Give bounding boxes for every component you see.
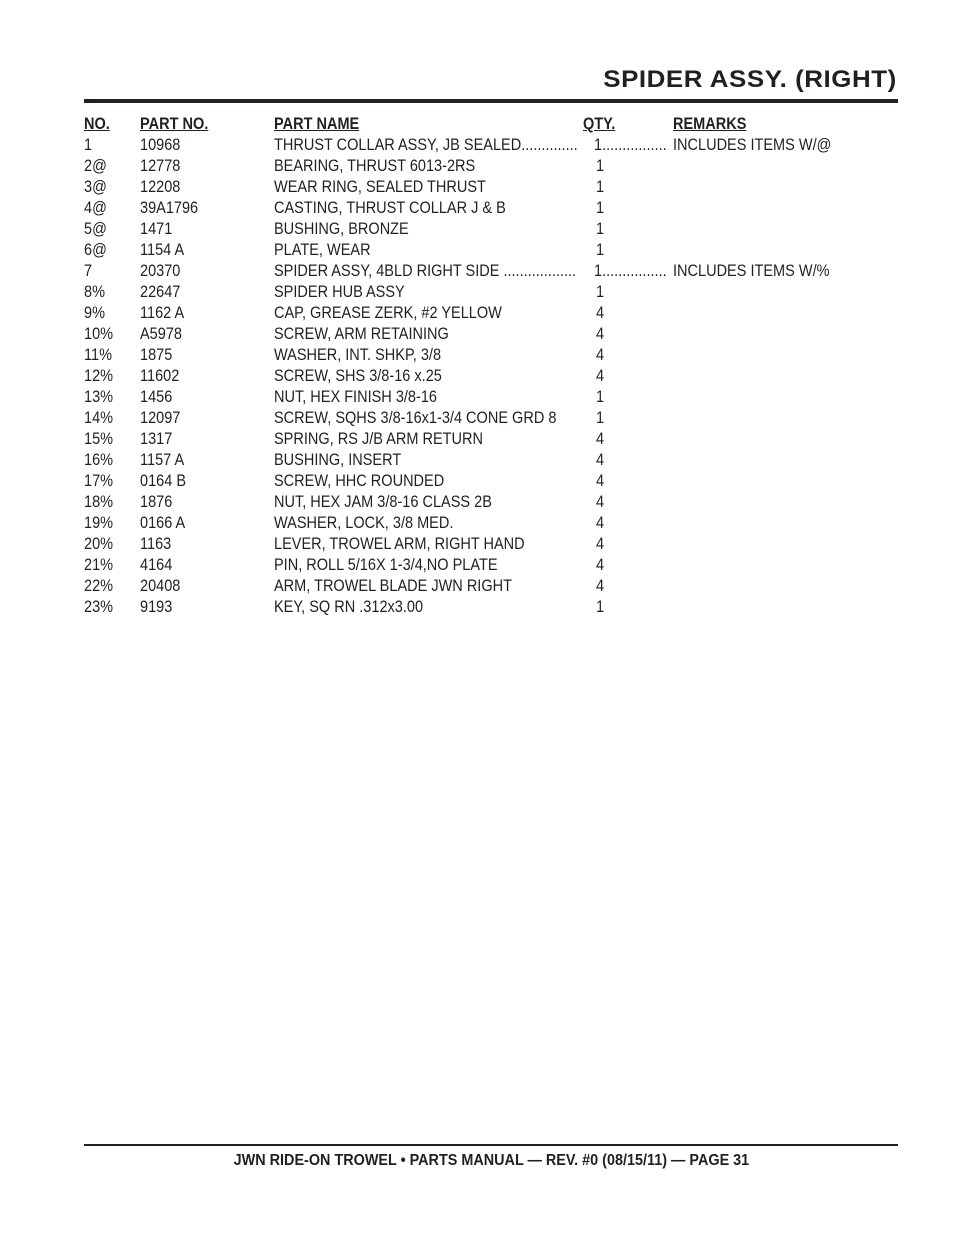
part-number: 0166 A: [140, 514, 186, 532]
part-name: SCREW, ARM RETAINING: [274, 325, 449, 343]
part-name: SCREW, HHC ROUNDED: [274, 472, 445, 490]
part-number: 20370: [140, 262, 181, 280]
remarks: INCLUDES ITEMS W/@: [673, 136, 832, 154]
part-number: 20408: [140, 577, 181, 595]
part-name-text: SPIDER ASSY, 4BLD RIGHT SIDE: [274, 262, 500, 280]
quantity: 4: [596, 535, 605, 553]
quantity-text: 1: [594, 262, 603, 280]
part-number: 1875: [140, 346, 173, 364]
header-qty: QTY.: [583, 115, 616, 133]
part-name: ARM, TROWEL BLADE JWN RIGHT: [274, 577, 512, 595]
table-row: [84, 450, 898, 471]
part-number: 0164 B: [140, 472, 187, 490]
quantity: 1: [596, 283, 605, 301]
item-number: 12%: [84, 367, 114, 385]
table-row: [84, 219, 898, 240]
parts-table: [84, 114, 898, 618]
part-number: 9193: [140, 598, 173, 616]
table-row: [84, 282, 898, 303]
item-number: 20%: [84, 535, 114, 553]
quantity: 1: [596, 409, 605, 427]
part-number: 12778: [140, 157, 181, 175]
part-name: PIN, ROLL 5/16X 1-3/4,NO PLATE: [274, 556, 498, 574]
part-number: 1154 A: [140, 241, 185, 259]
item-number: 23%: [84, 598, 114, 616]
quantity: 4: [596, 514, 605, 532]
table-row: [84, 429, 898, 450]
table-row: [84, 534, 898, 555]
title-rule: [84, 99, 898, 103]
quantity: 4: [596, 451, 605, 469]
item-number: 4@: [84, 199, 107, 217]
table-row: [84, 555, 898, 576]
table-row: [84, 366, 898, 387]
table-row: [84, 135, 898, 156]
quantity: 4: [596, 304, 605, 322]
item-number: 17%: [84, 472, 114, 490]
table-row: [84, 261, 898, 282]
table-row: [84, 177, 898, 198]
table-row: [84, 303, 898, 324]
table-row: [84, 513, 898, 534]
header-part-name: PART NAME: [274, 115, 360, 133]
part-name: BUSHING, INSERT: [274, 451, 402, 469]
item-number: 8%: [84, 283, 105, 301]
quantity: 4: [596, 367, 605, 385]
quantity: [594, 135, 667, 156]
quantity: 4: [596, 472, 605, 490]
part-name: WASHER, INT. SHKP, 3/8: [274, 346, 442, 364]
page-footer: [84, 1152, 898, 1170]
part-name: BEARING, THRUST 6013-2RS: [274, 157, 476, 175]
quantity: 1: [596, 598, 605, 616]
part-number: 10968: [140, 136, 181, 154]
item-number: 10%: [84, 325, 114, 343]
header-remarks: REMARKS: [673, 115, 747, 133]
table-row: [84, 345, 898, 366]
item-number: 16%: [84, 451, 114, 469]
part-number: 1471: [140, 220, 173, 238]
remarks: INCLUDES ITEMS W/%: [673, 262, 830, 280]
header-part-no: PART NO.: [140, 115, 209, 133]
item-number: 21%: [84, 556, 114, 574]
item-number: 13%: [84, 388, 114, 406]
part-number: 4164: [140, 556, 173, 574]
dot-leader: ..................: [499, 262, 577, 280]
part-number: 1876: [140, 493, 173, 511]
footer-text: JWN RIDE-ON TROWEL • PARTS MANUAL — REV. #0 (08/15/11) — PAGE 31: [233, 1152, 749, 1169]
table-row: [84, 492, 898, 513]
part-name: KEY, SQ RN .312x3.00: [274, 598, 424, 616]
item-number: 9%: [84, 304, 105, 322]
item-number: 5@: [84, 220, 107, 238]
part-number: 1157 A: [140, 451, 185, 469]
quantity: 4: [596, 346, 605, 364]
part-number: A5978: [140, 325, 182, 343]
part-name: CASTING, THRUST COLLAR J & B: [274, 199, 506, 217]
item-number: 15%: [84, 430, 114, 448]
part-number: 1317: [140, 430, 173, 448]
quantity: 1: [596, 157, 605, 175]
part-name: NUT, HEX FINISH 3/8-16: [274, 388, 437, 406]
quantity: 4: [596, 577, 605, 595]
table-row: [84, 408, 898, 429]
table-row: [84, 597, 898, 618]
part-name: LEVER, TROWEL ARM, RIGHT HAND: [274, 535, 525, 553]
part-number: 12097: [140, 409, 181, 427]
page-title: SPIDER ASSY. (RIGHT): [603, 66, 897, 93]
part-number: 12208: [140, 178, 181, 196]
item-number: 18%: [84, 493, 114, 511]
part-name: SPRING, RS J/B ARM RETURN: [274, 430, 483, 448]
quantity: 4: [596, 430, 605, 448]
item-number: 14%: [84, 409, 114, 427]
part-name: [274, 261, 576, 282]
part-name: BUSHING, BRONZE: [274, 220, 409, 238]
item-number: 22%: [84, 577, 114, 595]
item-number: 6@: [84, 241, 107, 259]
dot-leader: ................: [602, 136, 667, 154]
part-name: WEAR RING, SEALED THRUST: [274, 178, 486, 196]
table-row: [84, 198, 898, 219]
dot-leader: ................: [602, 262, 667, 280]
quantity: 1: [596, 199, 605, 217]
quantity-text: 1: [594, 136, 603, 154]
part-number: 22647: [140, 283, 181, 301]
table-row: [84, 471, 898, 492]
part-name-text: THRUST COLLAR ASSY, JB SEALED: [274, 136, 522, 154]
quantity: 4: [596, 325, 605, 343]
quantity: 4: [596, 556, 605, 574]
part-number: 1162 A: [140, 304, 185, 322]
part-number: 11602: [140, 367, 180, 385]
item-number: 19%: [84, 514, 114, 532]
table-row: [84, 240, 898, 261]
table-row: [84, 324, 898, 345]
footer-rule: [84, 1144, 898, 1146]
table-row: [84, 387, 898, 408]
header-no: NO.: [84, 115, 110, 133]
part-name: [274, 135, 578, 156]
part-name: PLATE, WEAR: [274, 241, 371, 259]
part-name: WASHER, LOCK, 3/8 MED.: [274, 514, 454, 532]
item-number: 3@: [84, 178, 107, 196]
part-name: SCREW, SQHS 3/8-16x1-3/4 CONE GRD 8: [274, 409, 557, 427]
quantity: 4: [596, 493, 605, 511]
quantity: 1: [596, 220, 605, 238]
item-number: 7: [84, 262, 93, 280]
part-name: NUT, HEX JAM 3/8-16 CLASS 2B: [274, 493, 492, 511]
quantity: [594, 261, 667, 282]
table-row: [84, 156, 898, 177]
item-number: 2@: [84, 157, 107, 175]
item-number: 11%: [84, 346, 112, 364]
table-header-row: [84, 114, 898, 135]
table-row: [84, 576, 898, 597]
part-name: CAP, GREASE ZERK, #2 YELLOW: [274, 304, 502, 322]
part-number: 39A1796: [140, 199, 199, 217]
quantity: 1: [596, 241, 605, 259]
part-number: 1456: [140, 388, 173, 406]
part-name: SCREW, SHS 3/8-16 x.25: [274, 367, 442, 385]
table-body: [84, 135, 898, 618]
item-number: 1: [84, 136, 93, 154]
dot-leader: ..............: [521, 136, 578, 154]
part-name: SPIDER HUB ASSY: [274, 283, 405, 301]
quantity: 1: [596, 388, 605, 406]
part-number: 1163: [140, 535, 172, 553]
quantity: 1: [596, 178, 605, 196]
